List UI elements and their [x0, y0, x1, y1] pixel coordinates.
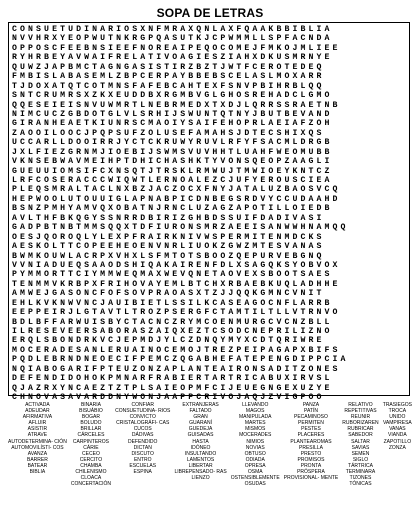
- grid-row: NQIABOGARIFPTEUZONZAPLANTEAIRONSADITZONES: [12, 364, 341, 374]
- word-item: FALTADO: [189, 408, 212, 415]
- word-item: CONSUETUDINA- RIOS: [115, 408, 171, 415]
- word-item: IDÓNEO: [190, 444, 211, 451]
- word-item: GRAN: [193, 414, 208, 421]
- word-item: HASTA: [192, 438, 209, 445]
- word-item: MARTES: [244, 420, 266, 427]
- grid-row: NVVHRXYEOPWUTNKRGPQASUTKJCPWMMLLSPFACNDA: [12, 34, 333, 44]
- grid-row: BWMKOUWLACRPXVHXLSFMTOTSBOOZQEPURVEBGNQ: [12, 251, 325, 261]
- word-item: DEFENDIDO: [127, 438, 158, 445]
- word-item: GUEDEJA: [188, 426, 213, 433]
- word-item: CRISTALOGRÁFI- CAS: [116, 420, 170, 427]
- grid-row: ERQLSBONDRKVCJEPMDJYLCZDNQYMYXCDTQRIWRE: [12, 336, 325, 346]
- word-column: [383, 402, 412, 516]
- grid-row: VVNIADUEQSAAODSHIQAKAIRENFDLXSAGQKSYOBVOX: [12, 260, 341, 270]
- grid-row: BDLBFFARWUISBYCTACNCZRYMCOENMURGCVCNZBLL: [12, 317, 333, 327]
- grid-row: PYMMORTTCIYMMWEQMAXWEVQNETAOVEXSBOOTSAES: [12, 270, 333, 280]
- word-item: PROVISIONAL- MENTE: [283, 475, 339, 482]
- word-item: PESTES: [301, 426, 321, 433]
- grid-row: CHNOVASAVARDDNYWONJAAPPCRIVOJAQJZVIGPOO: [12, 393, 325, 403]
- word-item: PRÓSPERA: [297, 469, 325, 476]
- word-column: [342, 402, 378, 516]
- grid-row: MOCERADESANLERUAINOCEMOJTREZPEIPAGAPXBIFS: [12, 345, 341, 355]
- word-item: ENTRO: [133, 456, 152, 463]
- word-item: RUBRICAR: [347, 426, 374, 433]
- word-item: BINARIA: [80, 402, 101, 408]
- grid-row: ZAOOILOOCJPQPSUFZOLUSEFAMAHSJDTECSHIXQS: [12, 128, 325, 138]
- word-item: GUARANÍ: [189, 420, 212, 427]
- word-item: SAVIAS: [351, 444, 370, 451]
- word-item: DÁDIVAS: [131, 432, 154, 439]
- word-item: ATRAVE: [27, 432, 48, 439]
- grid-row: AVLTHFBKQGYSSNRRDBIRIZGHBDSSUIFDADIVASI: [12, 213, 325, 223]
- word-item: CECEO: [82, 450, 100, 457]
- word-item: VAMPIRESA: [382, 420, 412, 427]
- grid-row: CONSUETUDINARIOSXNFMRAXQNLAXFQAAKBBIBLIA: [12, 25, 333, 34]
- grid-row: OPPOSCFEEBNSIEEFNOREAIPEQOCOMEJFMKOJMLIEE: [12, 43, 341, 53]
- word-item: UNIDO: [389, 414, 406, 421]
- word-item: PATÍN: [303, 408, 318, 415]
- grid-row: PQDLEBRNDNEOECIFPEMCZQGABHEFATEPENGDIPPCIA: [12, 355, 349, 365]
- word-item: LIBERTAR: [188, 462, 213, 469]
- word-item: PROMISOS: [297, 456, 325, 463]
- word-item: ADEUDAR: [25, 408, 50, 415]
- word-item: PERMITEN: [298, 420, 324, 427]
- grid-row: SNTCRUMRSXZKXEUDDBXRGMBVGLGHOSREHADCLGMO: [12, 91, 333, 101]
- word-column: [174, 402, 226, 516]
- grid-row: LRFCOSERACCCWIQWTLERNOALEZCJUFYEROUSCIEA: [12, 176, 333, 185]
- grid-row: EEPPEIRJLGTAVTLTROZPSERGFCTAMTILTLLVTRNVO: [12, 308, 341, 318]
- word-column: [284, 402, 338, 516]
- word-column: [231, 402, 280, 516]
- grid-row: QQESEIEISNVUWMRTLNEBRMEDXTXDJLQRRSSRAETNB: [12, 100, 341, 110]
- word-item: OSTENSIBLEMENTE: [230, 475, 280, 482]
- grid-row: JXLFIEZGRNMJIOEBIJSWMSVUVHHTLUAHFWEOMUBB: [12, 147, 333, 157]
- word-item: TÁRTRICA: [348, 462, 373, 469]
- word-item: SIGLO: [352, 456, 369, 463]
- grid-row: QUWZJAPBMCTAGNGASISTIRZBZTJWTFCEROTEDEQ: [12, 62, 325, 72]
- word-item: SABEDOR: [348, 432, 373, 439]
- grid-row: BSNZPMHYAMVQXOBATNJRNCLUZAGZAPOTILLOIEDB: [12, 204, 333, 214]
- word-item: AUTOMOVILÍSTI- COS: [11, 444, 64, 451]
- word-item: BARRER: [26, 456, 48, 463]
- word-item: BIBLIA: [29, 469, 46, 476]
- word-item: SALTAR: [351, 438, 370, 445]
- word-column: [8, 402, 67, 516]
- grid-row: PLEQSMRALTACLNXBZJACZOCXFNYJATALUZBAOSVCQ: [12, 185, 341, 195]
- word-item: CHILENISMO: [75, 469, 107, 476]
- word-item: ZONZA: [388, 444, 406, 451]
- word-item: MAGOS: [245, 408, 265, 415]
- word-item: GUISADAS: [187, 432, 214, 439]
- word-item: VANAS: [389, 426, 406, 433]
- word-item: LIBREPENSADO- RAS: [174, 469, 227, 476]
- word-item: ODIADA: [245, 456, 265, 463]
- grid-row: FMBISLABASEMLZBPCERPAYBBEBSCELASLMOXARR: [12, 72, 325, 82]
- word-item: REUNIR: [350, 414, 371, 421]
- word-item: ESCUELAS: [129, 462, 157, 469]
- word-item: CLOACA: [80, 475, 102, 482]
- word-item: CHAMBA: [80, 462, 102, 469]
- word-item: DICTAN: [133, 444, 152, 451]
- word-item: TIZONES: [349, 475, 372, 482]
- grid-row: TJDOXATQTCOTMNSFAFEBCAHTEXFSNVPBIHRBLQQ: [12, 81, 325, 91]
- word-item: OSMA: [247, 469, 263, 476]
- grid-row: RYHRBEYAVWAIFRELATIVOAGIESZIAHXDKUSMRNYE: [12, 53, 333, 63]
- word-item: AFLUIR: [28, 420, 47, 427]
- word-item: BOGAR: [81, 414, 100, 421]
- word-item: MOCERADES: [239, 432, 272, 439]
- grid-row: GIRANHEAETKIUNRSCMAOIYSAIFEHOPRLAEIAFZOH: [12, 119, 333, 129]
- grid-row: EHLKVKNWVNCJAUIBIETLSSILKCASEAGOCNFLARRB: [12, 298, 333, 308]
- grid-row: UCCARLLDOOIRRJYCTCKRUWYRUVLRFYFSACMLDRGB: [12, 138, 333, 148]
- word-item: TERMINARA: [345, 469, 376, 476]
- letter-grid: [8, 22, 410, 403]
- grid-row: OESJQOROQLYLEXPFRAIRKNIVWSPERMITENMDCKS: [12, 232, 325, 242]
- word-item: NIMIOS: [246, 438, 265, 445]
- word-item: DISCUTO: [131, 450, 154, 457]
- word-list: [8, 402, 412, 516]
- grid-row: QJAZRXYNCAEZTZTPLSAIEOPMFCIJEUEGNGEXUZYE: [12, 383, 333, 393]
- word-item: MISMOS: [245, 426, 266, 433]
- word-item: BRILLAR: [80, 426, 102, 433]
- word-item: PRONTA: [300, 462, 322, 469]
- word-item: BISUÁBIO: [79, 408, 103, 415]
- word-item: AUTODETERMINA- CIÓN: [8, 438, 67, 445]
- word-item: OSUDAS: [244, 481, 266, 488]
- word-item: PLACERES: [297, 432, 325, 439]
- grid-row: GADPBTNBTMMSQQXTDFIURONSMRZAEEISANWWHNAMQQ: [12, 223, 349, 233]
- word-item: ESPINA: [133, 469, 152, 476]
- word-item: RUBORIZAREN: [342, 420, 379, 427]
- grid-row: TENMMVKRBPXFRIHOVAYEMLBTCHXRBAEBKUQLADHHE: [12, 279, 341, 289]
- word-item: CÁRIE: [83, 444, 99, 451]
- word-column: [115, 402, 170, 516]
- word-item: CÁRCELES: [77, 432, 105, 439]
- grid-row: NIMCUCZGBDOTGLVLSRHIJSWUNTQTNYJBUTBEVAND: [12, 109, 333, 119]
- word-item: PRESTO: [300, 450, 322, 457]
- word-item: PRESILLA: [299, 444, 323, 451]
- word-column: [71, 402, 111, 516]
- word-item: CONVICTO: [129, 414, 156, 421]
- word-item: BATEAR: [27, 462, 48, 469]
- word-item: PLANTEAROMAS: [290, 438, 332, 445]
- grid-row: HEPWOOLUTOUUIGLAPNABPICDNBEGSRDVYCCUDAAHD: [12, 194, 341, 204]
- word-item: SEMEN: [351, 450, 370, 457]
- grid-row: AMWEJGASONCFOFSOVPRAOASXTZJJQQKGMNCVNIT: [12, 289, 325, 299]
- word-item: CONCERTACIÓN: [70, 481, 111, 488]
- word-item: ACTIVADA: [25, 402, 50, 408]
- word-item: TRASIEGOS: [382, 402, 412, 408]
- word-item: NOVIAS: [245, 444, 265, 451]
- word-item: LIENZO: [191, 475, 210, 482]
- grid-row: AESKOLTTCOPEEHEOENVNRLIUOKZGWZMTESVANAS: [12, 242, 325, 252]
- word-item: REPETITIVAS: [344, 408, 377, 415]
- word-item: ASISTIR: [27, 426, 48, 433]
- word-item: INSULTANDO: [184, 450, 217, 457]
- word-item: MANIPULADA: [238, 414, 272, 421]
- word-item: TROCA: [388, 408, 407, 415]
- word-item: OBTUSO: [244, 450, 266, 457]
- word-item: CUCOS: [133, 426, 152, 433]
- word-item: TÓNICAS: [349, 481, 372, 488]
- word-item: EXTRANJERAS: [182, 402, 219, 408]
- grid-row: GUEUUIOMSIFCXNSQTJTRSKLRMWUJTMWIOEYKNTCZ: [12, 166, 333, 176]
- grid-row: VKNSEBWAVMEIHPTDHICHASHKTYVONSQEOPZAAGLI: [12, 157, 333, 167]
- word-item: ZAPOTILLO: [383, 438, 412, 445]
- word-item: PECAMINOSO: [294, 414, 328, 421]
- word-item: RELATIVO: [348, 402, 373, 408]
- word-item: CERCITO: [79, 456, 103, 463]
- word-item: VIANDA: [388, 432, 407, 439]
- word-item: PANZA: [302, 402, 320, 408]
- word-item: LLEVANDO: [242, 402, 269, 408]
- word-item: LAMENTOS: [186, 456, 215, 463]
- word-item: CARPINTEROS: [72, 438, 109, 445]
- word-item: AVANZA: [27, 450, 48, 457]
- word-item: AFIRMATIVA: [22, 414, 53, 421]
- word-item: CONFIAR: [131, 402, 154, 408]
- word-item: BOLUDO: [80, 420, 102, 427]
- word-item: OPRESA: [244, 462, 266, 469]
- grid-row: ILRESEVEERSABORASZAIQXEZTCSODCNEPRILIZNO: [12, 327, 333, 336]
- grid-row: DEFENDIDOHOKPMNARFRABIERTARTRICABUXIRVSL: [12, 374, 333, 384]
- page-title: SOPA DE LETRAS: [156, 6, 264, 20]
